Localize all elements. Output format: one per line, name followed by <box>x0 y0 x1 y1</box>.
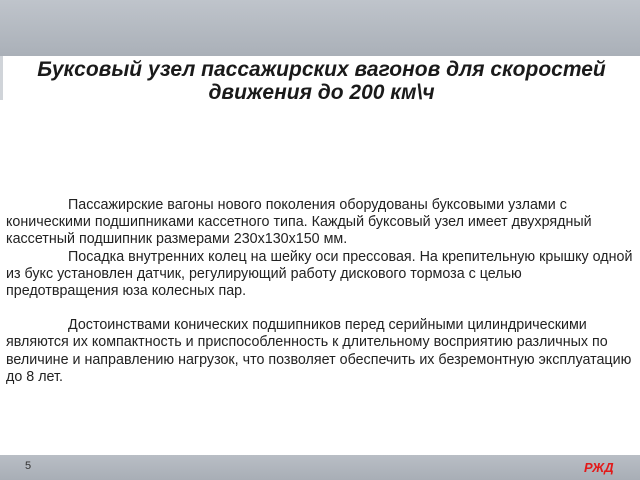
title-line-1: Буксовый узел пассажирских вагонов для скоростей <box>37 58 606 81</box>
paragraph-1 <box>6 197 634 249</box>
page-number: 5 <box>25 460 32 472</box>
paragraph-3 <box>6 317 634 386</box>
rzd-logo-icon <box>582 458 618 476</box>
title-line-2: движения до 200 км\ч <box>208 81 435 104</box>
svg-text:РЖД: РЖД <box>584 460 614 475</box>
header-band <box>0 0 640 56</box>
slide-title <box>0 56 640 104</box>
paragraph-gap <box>6 300 634 317</box>
footer-band <box>0 455 640 480</box>
paragraph-2 <box>6 249 634 301</box>
paragraph-1-text: Пассажирские вагоны нового поколения оборудованы буксовыми узлами с коническими подшипниками кассетного типа. Каждый буксовый узел имеет двухрядный кассетный подшипник размерами 230х130х150 мм. <box>6 197 592 248</box>
paragraph-3-text: Достоинствами конических подшипников перед серийными цилиндрическими являются их компактность и приспособленность к длительному восприятию различных по величине и направлению нагрузок, что позволяет обеспечить их безремонтную эксплуатацию до 8 лет. <box>6 317 632 385</box>
slide-body <box>6 197 634 386</box>
paragraph-2-text: Посадка внутренних колец на шейку оси прессовая. На крепительную крышку одной из букс установлен датчик, регулирующий работу дискового тормоза с целью предотвращения юза колесных пар. <box>6 248 633 300</box>
